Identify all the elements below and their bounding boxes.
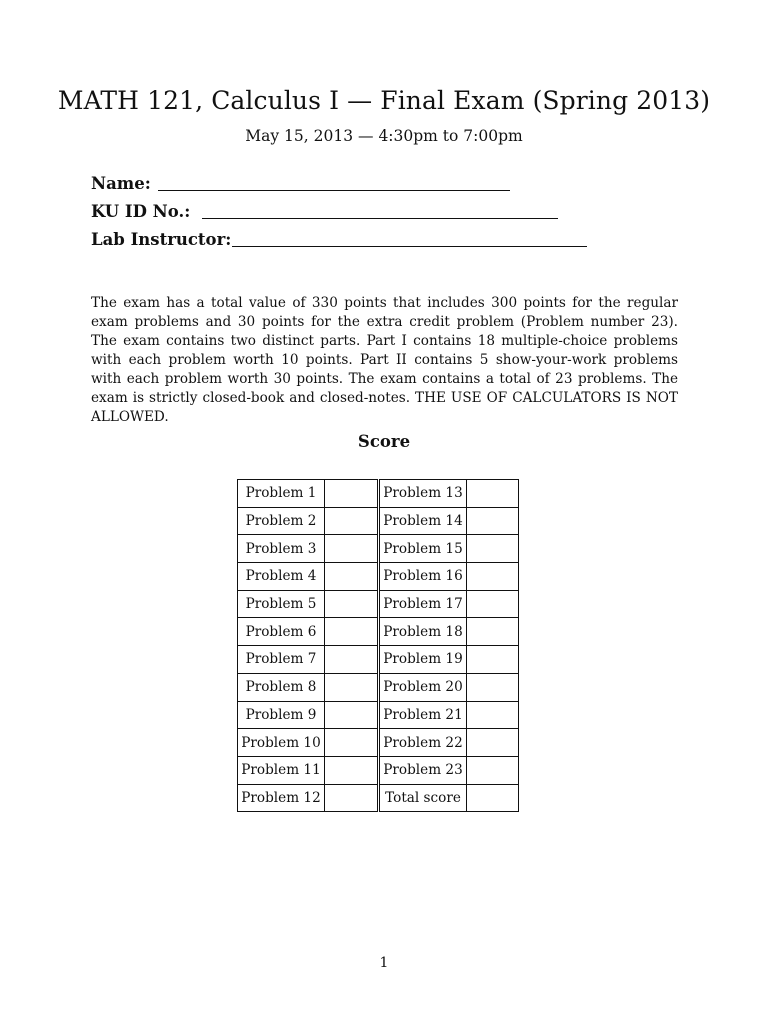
score-label-left: Problem 8: [238, 673, 325, 701]
table-row: [238, 618, 519, 646]
table-row: [238, 535, 519, 563]
table-row: [238, 480, 519, 508]
name-field: [91, 174, 151, 196]
table-row: [238, 590, 519, 618]
score-box-right[interactable]: [467, 535, 519, 563]
score-label-left: Problem 2: [238, 507, 325, 535]
score-box-left[interactable]: [325, 673, 378, 701]
score-label-left: Problem 12: [238, 784, 325, 812]
score-label-right: Total score: [380, 784, 467, 812]
score-box-left[interactable]: [325, 480, 378, 508]
lab-instructor-blank-line[interactable]: [232, 246, 587, 247]
table-row: [238, 784, 519, 812]
score-box-left[interactable]: [325, 729, 378, 757]
score-box-right[interactable]: [467, 480, 519, 508]
score-box-left[interactable]: [325, 563, 378, 591]
score-label-right: Problem 21: [380, 701, 467, 729]
table-row: [238, 507, 519, 535]
score-label-left: Problem 6: [238, 618, 325, 646]
score-box-right[interactable]: [467, 618, 519, 646]
ku-id-blank-line[interactable]: [202, 218, 558, 219]
exam-instructions: The exam has a total value of 330 points that includes 300 points for the regular exam problems and 30 points for the extra credit problem (Problem number 23). The exam contains two distinct parts. Part I contains 18 multiple-choice problems with each problem worth 10 points. Part II contains 5 show-your-work problems with each problem worth 30 points. The exam contains a total of 23 problems. The exam is strictly closed-book and closed-notes. THE USE OF CALCULATORS IS NOT ALLOWED.: [91, 295, 678, 425]
score-label-right: Problem 17: [380, 590, 467, 618]
page-number: 1: [379, 955, 389, 971]
score-table: [237, 479, 519, 812]
score-label-right: Problem 13: [380, 480, 467, 508]
ku-id-label: KU ID No.:: [91, 202, 191, 221]
score-label-left: Problem 9: [238, 701, 325, 729]
score-label-right: Problem 16: [380, 563, 467, 591]
score-box-left[interactable]: [325, 756, 378, 784]
score-box-right[interactable]: [467, 673, 519, 701]
score-box-left[interactable]: [325, 618, 378, 646]
score-title: Score: [357, 432, 411, 451]
score-label-right: Problem 19: [380, 646, 467, 674]
table-row: [238, 701, 519, 729]
score-label-right: Problem 14: [380, 507, 467, 535]
exam-title: MATH 121, Calculus I — Final Exam (Spring 2013): [57, 86, 711, 115]
score-box-right[interactable]: [467, 646, 519, 674]
name-label: Name:: [91, 174, 151, 193]
score-label-right: Problem 15: [380, 535, 467, 563]
score-label-left: Problem 1: [238, 480, 325, 508]
score-box-right[interactable]: [467, 590, 519, 618]
score-box-right[interactable]: [467, 563, 519, 591]
score-label-right: Problem 22: [380, 729, 467, 757]
score-label-right: Problem 18: [380, 618, 467, 646]
score-label-left: Problem 11: [238, 756, 325, 784]
lab-instructor-label: Lab Instructor:: [91, 230, 232, 249]
score-box-right[interactable]: [467, 756, 519, 784]
table-row: [238, 646, 519, 674]
name-blank-line[interactable]: [158, 190, 510, 191]
score-label-right: Problem 20: [380, 673, 467, 701]
score-label-left: Problem 5: [238, 590, 325, 618]
score-label-left: Problem 10: [238, 729, 325, 757]
ku-id-field: [91, 202, 190, 224]
score-box-left[interactable]: [325, 646, 378, 674]
score-box-left[interactable]: [325, 590, 378, 618]
score-box-right[interactable]: [467, 729, 519, 757]
score-label-right: Problem 23: [380, 756, 467, 784]
score-label-left: Problem 7: [238, 646, 325, 674]
score-box-left[interactable]: [325, 507, 378, 535]
table-row: [238, 673, 519, 701]
score-box-right[interactable]: [467, 784, 519, 812]
lab-instructor-field: [91, 230, 231, 252]
score-box-left[interactable]: [325, 784, 378, 812]
score-label-left: Problem 4: [238, 563, 325, 591]
exam-date-time: May 15, 2013 — 4:30pm to 7:00pm: [245, 127, 523, 145]
table-row: [238, 563, 519, 591]
table-row: [238, 756, 519, 784]
score-box-right[interactable]: [467, 701, 519, 729]
score-box-left[interactable]: [325, 701, 378, 729]
score-box-right[interactable]: [467, 507, 519, 535]
score-box-left[interactable]: [325, 535, 378, 563]
score-label-left: Problem 3: [238, 535, 325, 563]
table-row: [238, 729, 519, 757]
